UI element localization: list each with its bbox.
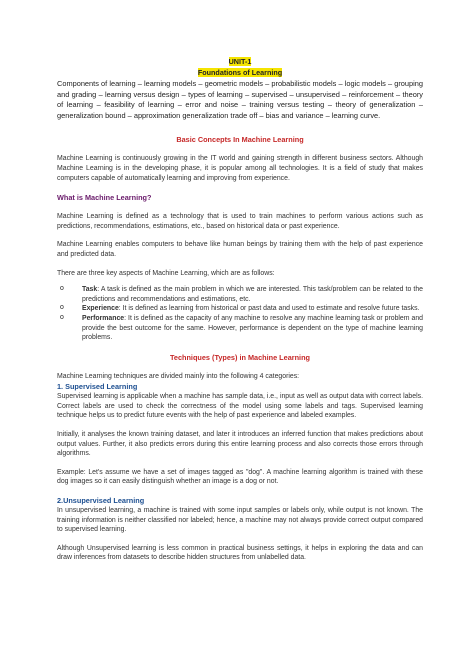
unit-subtitle-text: Foundations of Learning <box>197 68 283 77</box>
unit-title-text: UNIT-1 <box>228 57 252 66</box>
aspect-performance <box>57 314 423 343</box>
basic-concepts-heading: Basic Concepts In Machine Learning <box>176 135 304 145</box>
aspect-term: Experience <box>82 305 119 313</box>
aspect-text: : A task is defined as the main problem in which we are interested. This task/problem can be related to the predictions and recommendations and estimations, etc. <box>82 286 423 303</box>
aspect-term: Performance <box>82 314 125 322</box>
what-is-ml-paragraph-1: Machine Learning is defined as a technology that is used to train machines to perform various actions such as predictions, recommendations, estimations, etc., based on historical data or past experience. <box>57 213 423 230</box>
what-is-ml-heading: What is Machine Learning? <box>57 193 152 203</box>
what-is-ml-paragraph-3: There are three key aspects of Machine Learning, which are as follows: <box>57 269 275 277</box>
techniques-heading: Techniques (Types) in Machine Learning <box>169 352 310 362</box>
aspect-task <box>57 285 423 304</box>
supervised-paragraph-1: Supervised learning is applicable when a machine has sample data, i.e., input as well as output data with correct labels. Correct labels are used to check the correctness of the model using some labels and tags. Supervised learning technique helps us to predict future events with the help of past experience and labeled examples. <box>57 393 423 420</box>
aspect-term: Task <box>82 286 98 294</box>
basic-concepts-paragraph: Machine Learning is continuously growing in the IT world and gaining strength in different business sectors. Although Machine Learning is in the developing phase, it is popular among all technologies. It is a field of study that makes computers capable of automatically learning and improving from experience. <box>57 155 423 182</box>
unsupervised-paragraph-2: Although Unsupervised learning is less common in practical business settings, it helps in exploring the data and can draw inferences from datasets to describe hidden structures from unlabelled data. <box>57 544 423 562</box>
supervised-heading: 1. Supervised Learning <box>57 382 138 392</box>
page-content <box>57 57 423 563</box>
what-is-ml-paragraph-2: Machine Learning enables computers to behave like human beings by training them with the help of past experience and predicted data. <box>57 241 423 258</box>
syllabus-paragraph: Components of learning – learning models – geometric models – probabilistic models – logic models – grouping and grading – learning versus design – types of learning – supervised – unsupervised – reinforcement – theory of learning – feasibility of learning – error and noise – training versus testing – theory of generalization – generalization bound – approximation generalization trade off – bias and variance – learning curve. <box>57 79 423 120</box>
aspect-text: : It is defined as the capacity of any machine to resolve any machine learning task or problem and provide the best outcome for the same. However, performance is dependent on the type of machine learning problems. <box>82 314 423 342</box>
supervised-example: Example: Let's assume we have a set of images tagged as "dog". A machine learning algorithm is trained with these dog images so it can easily distinguish whether an image is a dog or not. <box>57 468 423 486</box>
bullet-marker: o <box>60 304 64 312</box>
unsupervised-heading: 2.Unsupervised Learning <box>57 496 145 506</box>
aspect-text: : It is defined as learning from historical or past data and used to estimate and resolve future tasks. <box>118 305 420 313</box>
bullet-marker: o <box>60 313 64 321</box>
unsupervised-paragraph-1: In unsupervised learning, a machine is trained with some input samples or labels only, while output is not known. The training information is neither classified nor labeled; hence, a machine may not always provide correct output compared to supervised learning. <box>57 507 423 534</box>
unit-title <box>57 57 423 67</box>
aspect-experience <box>57 304 423 314</box>
techniques-intro: Machine Learning techniques are divided mainly into the following 4 categories: <box>57 372 300 380</box>
supervised-paragraph-2: Initially, it analyses the known training dataset, and later it introduces an inferred function that makes predictions about output values. Further, it also predicts errors during this entire learning process and also corrects those errors through algorithms. <box>57 431 423 458</box>
unit-subtitle <box>57 68 423 78</box>
bullet-marker: o <box>60 285 64 293</box>
key-aspects-list <box>57 285 423 343</box>
